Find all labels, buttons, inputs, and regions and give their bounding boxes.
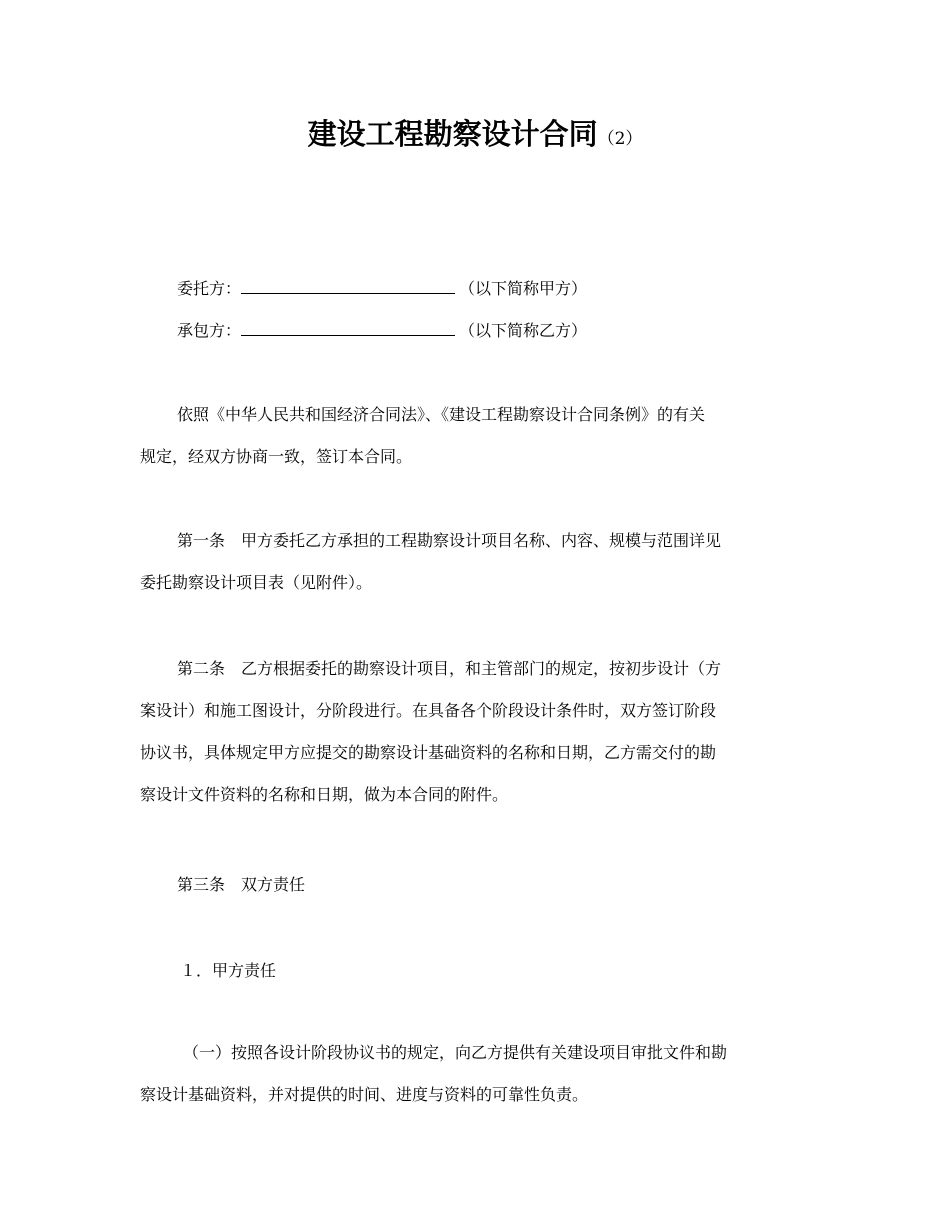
article-1-paragraph bbox=[140, 520, 812, 604]
intro-line: 依照《中华人民共和国经济合同法》、《建设工程勘察设计合同条例》的有关 bbox=[177, 405, 706, 424]
article-2-line: 案设计）和施工图设计，分阶段进行。在具备各个阶段设计条件时，双方签订阶段 bbox=[140, 701, 717, 720]
party-contractor-label: 承包方： bbox=[177, 321, 242, 340]
article-3-item-1-line: （一）按照各设计阶段协议书的规定，向乙方提供有关建设项目审批文件和勘 bbox=[183, 1043, 728, 1062]
party-contractor-blank bbox=[241, 321, 455, 336]
article-3-item-1-paragraph bbox=[140, 1032, 812, 1116]
article-1-line: 第一条 甲方委托乙方承担的工程勘察设计项目名称、内容、规模与范围详见 bbox=[177, 531, 722, 550]
party-client-blank bbox=[241, 279, 455, 294]
intro-line: 规定，经双方协商一致，签订本合同。 bbox=[140, 447, 413, 466]
article-1-line: 委托勘察设计项目表（见附件）。 bbox=[140, 573, 373, 592]
title-main: 建设工程勘察设计合同 bbox=[307, 117, 598, 151]
party-a-duties-heading: １．甲方责任 bbox=[180, 961, 277, 980]
article-3-item-1-line: 察设计基础资料，并对提供的时间、进度与资料的可靠性负责。 bbox=[140, 1085, 589, 1104]
party-client-label: 委托方： bbox=[177, 279, 242, 298]
document-title bbox=[0, 112, 950, 153]
party-client-line bbox=[177, 276, 587, 299]
article-2-line: 第二条 乙方根据委托的勘察设计项目，和主管部门的规定，按初步设计（方 bbox=[177, 659, 722, 678]
party-contractor-line bbox=[177, 318, 587, 341]
party-contractor-note: （以下简称乙方） bbox=[459, 321, 588, 340]
title-suffix: （2） bbox=[597, 129, 643, 149]
party-client-note: （以下简称甲方） bbox=[459, 279, 588, 298]
article-2-paragraph bbox=[140, 648, 812, 816]
article-2-line: 察设计文件资料的名称和日期，做为本合同的附件。 bbox=[140, 785, 509, 804]
article-2-line: 协议书，具体规定甲方应提交的勘察设计基础资料的名称和日期，乙方需交付的勘 bbox=[140, 743, 717, 762]
article-3-heading: 第三条 双方责任 bbox=[177, 875, 306, 894]
intro-paragraph bbox=[140, 394, 812, 478]
